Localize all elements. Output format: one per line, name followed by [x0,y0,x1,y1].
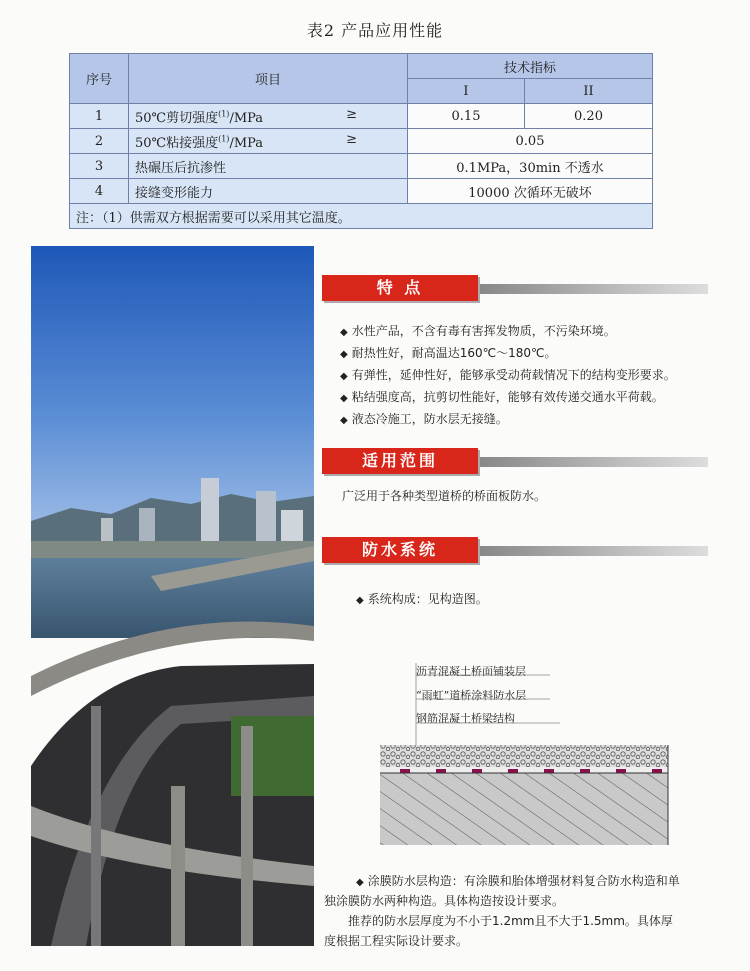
table-note: 注：（1）供需双方根据需要可以采用其它温度。 [70,204,653,229]
row-value-2: 0.20 [525,104,653,129]
row-item: 50℃剪切强度$^{(1)}$/MPa ≥ [129,104,408,129]
header-item: 项目 [129,54,408,104]
structure-diagram [380,655,670,850]
row-item: 50℃粘接强度$^{(1)}$/MPa ≥ [129,129,408,154]
feature-list [340,321,676,431]
diamond-bullet-icon: ◆ [340,393,348,404]
header-bar [480,546,708,556]
row-no: 3 [70,154,129,179]
row-value: 0.1MPa，30min 不透水 [408,154,653,179]
table-row [70,154,653,179]
bridge-photo [31,246,314,946]
system-paragraph-2a: 推荐的防水层厚度为不小于1.2mm且不大于1.5mm。具体厚 [348,914,673,928]
section-title: 特 点 [322,275,478,301]
section-title: 适用范围 [322,448,478,474]
table-row [70,179,653,204]
header-grade-1: I [408,79,525,104]
diamond-bullet-icon: ◆ [340,349,348,360]
list-item: ◆ 有弹性，延伸性好，能够承受动荷载情况下的结构变形要求。 [340,368,676,382]
list-item: ◆ 耐热性好，耐高温达160℃～180℃。 [340,346,557,360]
diamond-bullet-icon: ◆ [356,595,364,606]
section-header-scope [322,448,708,474]
diamond-bullet-icon: ◆ [340,371,348,382]
system-paragraph-1a: ◆ 涂膜防水层构造：有涂膜和胎体增强材料复合防水构造和单 [356,874,680,888]
header-grade-2: II [525,79,653,104]
diamond-bullet-icon: ◆ [340,327,348,338]
list-item: ◆ 粘结强度高，抗剪切性能好，能够有效传递交通水平荷载。 [340,390,664,404]
header-bar [480,457,708,467]
row-item: 接缝变形能力 [129,179,408,204]
spec-table [69,53,653,229]
system-item: ◆ 系统构成：见构造图。 [356,592,488,606]
system-paragraph-1b: 独涂膜防水两种构造。具体构造按设计要求。 [324,894,565,908]
layer-label: 钢筋混凝土桥梁结构 [416,712,515,725]
row-item: 热碾压后抗渗性 [129,154,408,179]
row-no: 4 [70,179,129,204]
list-item: ◆ 水性产品，不含有毒有害挥发物质，不污染环境。 [340,324,616,338]
list-item: ◆ 液态冷施工，防水层无接缝。 [340,412,508,426]
layer-label: 沥青混凝土桥面铺装层 [416,665,526,678]
header-spec: 技术指标 [408,54,653,79]
header-bar [480,284,708,294]
layer-label: “雨虹”道桥涂料防水层 [416,689,527,702]
scope-text: 广泛用于各种类型道桥的桥面板防水。 [342,489,547,503]
row-no: 2 [70,129,129,154]
row-no: 1 [70,104,129,129]
section-header-features [322,275,708,301]
row-value-1: 0.15 [408,104,525,129]
system-paragraph-2b: 度根据工程实际设计要求。 [324,934,469,948]
section-title: 防水系统 [322,537,478,563]
row-value: 10000 次循环无破坏 [408,179,653,204]
table-row [70,129,653,154]
row-value: 0.05 [408,129,653,154]
table-title: 表2 产品应用性能 [306,21,444,40]
diamond-bullet-icon: ◆ [356,877,364,888]
diamond-bullet-icon: ◆ [340,415,348,426]
table-row [70,104,653,129]
section-header-system [322,537,708,563]
header-no: 序号 [70,54,129,104]
